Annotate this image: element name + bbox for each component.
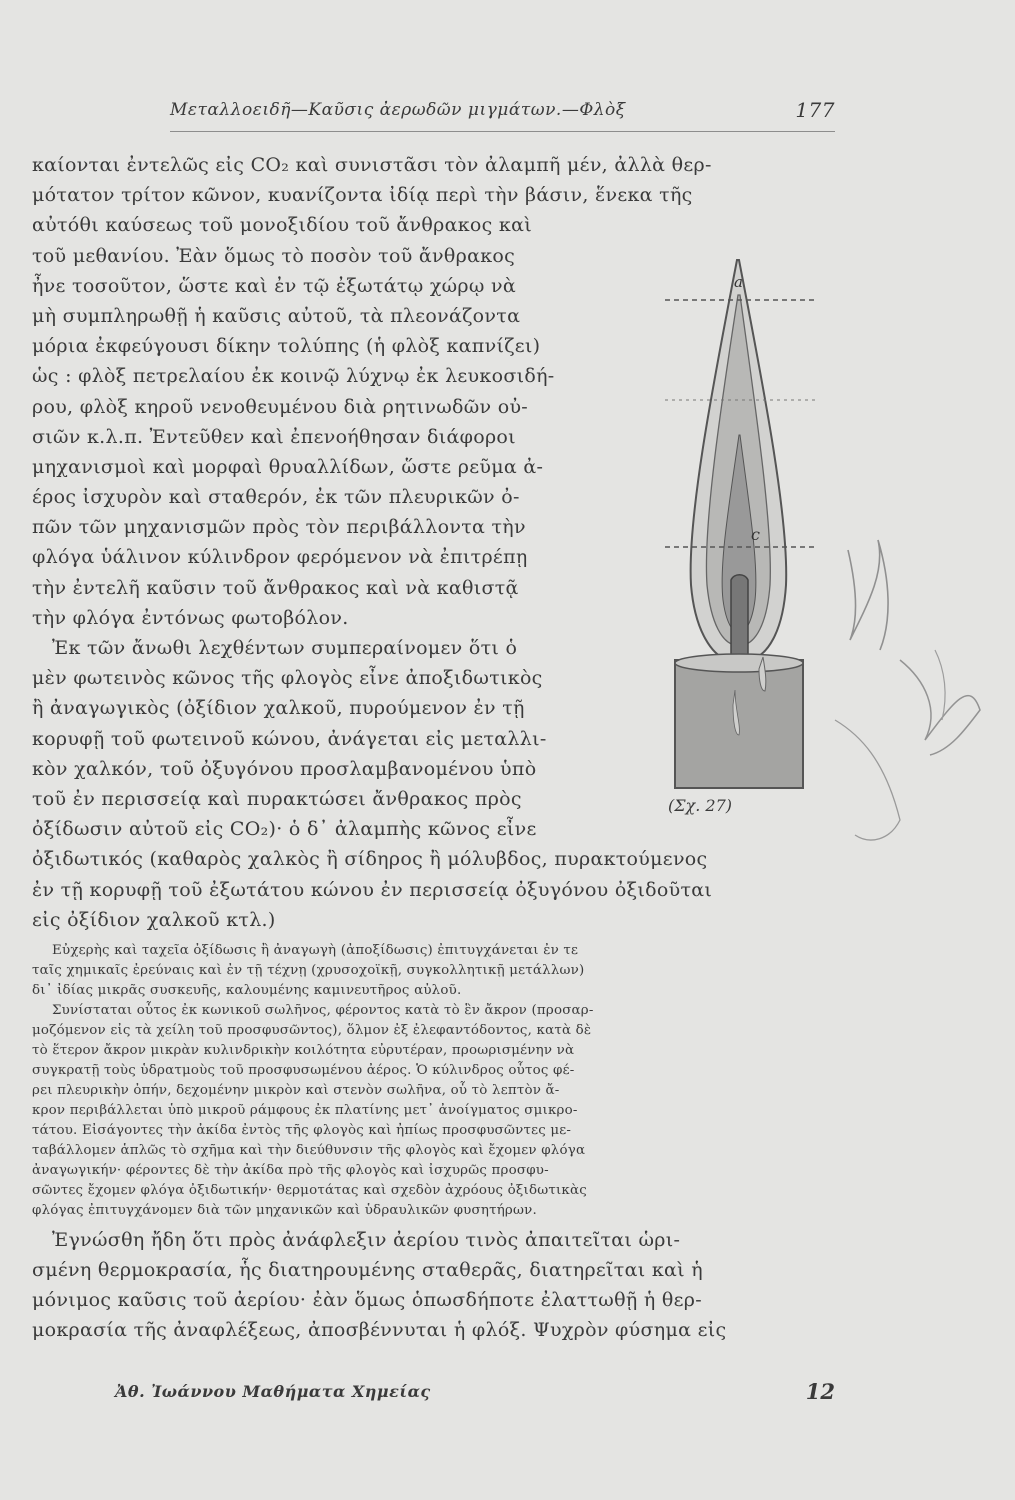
small-text-line: συγκρατῇ τοὺς ὑδρατμοὺς τοῦ προσφυσωμένου ἀέρος. Ὁ κύλινδρος οὗτος φέ- (32, 1062, 575, 1078)
text-line: μὲν φωτεινὸς κῶνος τῆς φλογὸς εἶνε ἀποξιδωτικὸς (32, 667, 543, 690)
signature-mark: 12 (805, 1379, 835, 1404)
text-line: εἰς ὀξίδιον χαλκοῦ κτλ.) (32, 908, 276, 931)
text-line: ὀξίδωσιν αὐτοῦ εἰς CO₂)· ὁ δ᾽ ἀλαμπὴς κῶνος εἶνε (32, 818, 537, 841)
text-line: κὸν χαλκόν, τοῦ ὀξυγόνου προσλαμβανομένου ὑπὸ (32, 757, 537, 780)
small-text-line: κρον περιβάλλεται ὑπὸ μικροῦ ράμφους ἐκ πλατίνης μετ᾽ ἀνοίγματος σμικρο- (32, 1102, 578, 1118)
text-line: Ἐγνώσθη ἤδη ὅτι πρὸς ἀνάφλεξιν ἀερίου τινὸς ἀπαιτεῖται ὡρι- (52, 1228, 681, 1251)
small-text-line: Εὐχερὴς καὶ ταχεῖα ὀξίδωσις ἢ ἀναγωγὴ (ἀποξίδωσις) ἐπιτυγχάνεται ἐν τε (52, 942, 579, 958)
text-line: μὴ συμπληρωθῇ ἡ καῦσις αὐτοῦ, τὰ πλεονάζοντα (32, 304, 521, 327)
small-text-line: Συνίσταται οὗτος ἐκ κωνικοῦ σωλῆνος, φέροντος κατὰ τὸ ἓν ἄκρον (προσαρ- (52, 1002, 594, 1018)
small-text-line: τὸ ἕτερον ἄκρον μικρὰν κυλινδρικὴν κοιλότητα εὐρυτέραν, προωρισμένην νὰ (32, 1042, 575, 1058)
text-line: έρος ἰσχυρὸν καὶ σταθερόν, ἐκ τῶν πλευρικῶν ὀ- (32, 486, 520, 509)
text-line: πῶν τῶν μηχανισμῶν πρὸς τὸν περιβάλλοντα τὴν (32, 516, 526, 539)
text-line: κορυφῇ τοῦ φωτεινοῦ κώνου, ἀνάγεται εἰς μεταλλι- (32, 727, 547, 750)
page-footer (115, 1379, 835, 1412)
text-line: αὐτόθι καύσεως τοῦ μονοξιδίου τοῦ ἄνθρακος καὶ (32, 214, 532, 237)
pencil-signature (830, 520, 1000, 850)
small-text-line: σῶντες ἔχομεν φλόγα ὀξιδωτικήν· θερμοτάτας καὶ σχεδὸν ἀχρόους ὀξιδωτικὰς (32, 1182, 587, 1198)
text-line: μόνιμος καῦσις τοῦ ἀερίου· ἐὰν ὅμως ὁπωσδήποτε ἐλαττωθῇ ἡ θερ- (32, 1289, 702, 1312)
text-line: καίονται ἐντελῶς εἰς CO₂ καὶ συνιστᾶσι τὸν ἀλαμπῆ μέν, ἀλλὰ θερ- (32, 154, 712, 176)
closing-paragraph (32, 1225, 840, 1346)
text-line: ἐν τῇ κορυφῇ τοῦ ἐξωτάτου κώνου ἐν περισσείᾳ ὀξυγόνου ὀξιδοῦται (32, 878, 713, 901)
text-line: σμένη θερμοκρασία, ἧς διατηρουμένης σταθερᾶς, διατηρεῖται καὶ ἡ (32, 1259, 703, 1282)
text-line: μοκρασία τῆς ἀναφλέξεως, ἀποσβέννυται ἡ φλόξ. Ψυχρὸν φύσημα εἰς (32, 1319, 727, 1342)
small-text-line: φλόγας ἐπιτυγχάνομεν διὰ τῶν μηχανικῶν καὶ ὑδραυλικῶν φυσητήρων. (32, 1202, 537, 1218)
text-line: ὡς : φλὸξ πετρελαίου ἐκ κοινῷ λύχνῳ ἐκ λευκοσιδή- (32, 365, 555, 388)
figure-caption: (Σχ. 27) (668, 796, 733, 815)
small-text-line: τάτου. Εἰσάγοντες τὴν ἀκίδα ἐντὸς τῆς φλογὸς καὶ ἠπίως προσφυσῶντες με- (32, 1122, 572, 1138)
wick (731, 575, 748, 665)
label-a: a (734, 273, 743, 291)
fine-print-block (32, 941, 840, 1221)
running-header (170, 98, 835, 128)
small-text-line: δι᾽ ἰδίας μικρᾶς συσκευῆς, καλουμένης καμινευτῆρος αὐλοῦ. (32, 982, 462, 998)
text-line: Ἐκ τῶν ἄνωθι λεχθέντων συμπεραίνομεν ὅτι ὁ (52, 637, 518, 659)
small-text-line: ἀναγωγικήν· φέροντες δὲ τὴν ἀκίδα πρὸ τῆς φλογὸς καὶ ἰσχυρῶς προσφυ- (32, 1162, 549, 1178)
label-c: c (751, 525, 760, 544)
text-line: μόρια ἐκφεύγουσι δίκην τολύπης (ἡ φλὸξ καπνίζει) (32, 335, 541, 358)
small-text-line: ρει πλευρικὴν ὀπήν, δεχομένην μικρὸν καὶ στενὸν σωλῆνα, οὗ τὸ λεπτὸν ἄ- (32, 1082, 560, 1098)
text-line: ὀξιδωτικός (καθαρὸς χαλκὸς ἢ σίδηρος ἢ μόλυβδος, πυρακτούμενος (32, 848, 708, 871)
running-title: Μεταλλοειδῆ—Καῦσις ἀερωδῶν μιγμάτων.—Φλὸξ (170, 100, 626, 120)
text-line: φλόγα ὑάλινον κύλινδρον φερόμενον νὰ ἐπιτρέπῃ (32, 546, 528, 569)
small-text-line: ταβάλλομεν ἁπλῶς τὸ σχῆμα καὶ τὴν διεύθυνσιν τῆς φλογὸς καὶ ἔχομεν φλόγα (32, 1142, 586, 1158)
text-line: τὴν φλόγα ἐντόνως φωτοβόλον. (32, 606, 349, 629)
text-line: τὴν ἐντελῆ καῦσιν τοῦ ἄνθρακος καὶ νὰ καθιστᾷ (32, 576, 519, 599)
footer-title: Ἀθ. Ἰωάννου Μαθήματα Χημείας (115, 1382, 431, 1401)
page-number: 177 (795, 98, 835, 122)
text-line: ρου, φλὸξ κηροῦ νενοθευμένου διὰ ρητινωδῶν οὐ- (32, 395, 529, 418)
text-line: ἢ ἀναγωγικὸς (ὀξίδιον χαλκοῦ, πυρούμενον ἐν τῇ (32, 697, 525, 720)
text-line: μότατον τρίτον κῶνον, κυανίζοντα ἰδίᾳ περὶ τὴν βάσιν, ἕνεκα τῆς (32, 184, 693, 207)
text-line: σιῶν κ.λ.π. Ἐντεῦθεν καὶ ἐπενοήθησαν διάφοροι (32, 425, 516, 448)
text-line: τοῦ ἐν περισσείᾳ καὶ πυρακτώσει ἄνθρακος πρὸς (32, 787, 522, 810)
header-rule (170, 131, 835, 132)
flame-figure (655, 255, 825, 795)
text-line: ἦνε τοσοῦτον, ὥστε καὶ ἐν τῷ ἐξωτάτῳ χώρῳ νὰ (32, 274, 517, 297)
text-line: μηχανισμοὶ καὶ μορφαὶ θρυαλλίδων, ὥστε ρεῦμα ἀ- (32, 455, 544, 478)
small-text-line: ταῖς χημικαῖς ἐρεύναις καὶ ἐν τῇ τέχνῃ (χρυσοχοϊκῇ, συγκολλητικῇ μετάλλων) (32, 962, 585, 978)
candle-top (675, 654, 803, 672)
text-line: τοῦ μεθανίου. Ἐὰν ὅμως τὸ ποσὸν τοῦ ἄνθρακος (32, 244, 516, 267)
small-text-line: μοζόμενον εἰς τὰ χείλη τοῦ προσφυσῶντος), ὅλμον ἐξ ἐλεφαντόδοντος, κατὰ δὲ (32, 1022, 592, 1038)
